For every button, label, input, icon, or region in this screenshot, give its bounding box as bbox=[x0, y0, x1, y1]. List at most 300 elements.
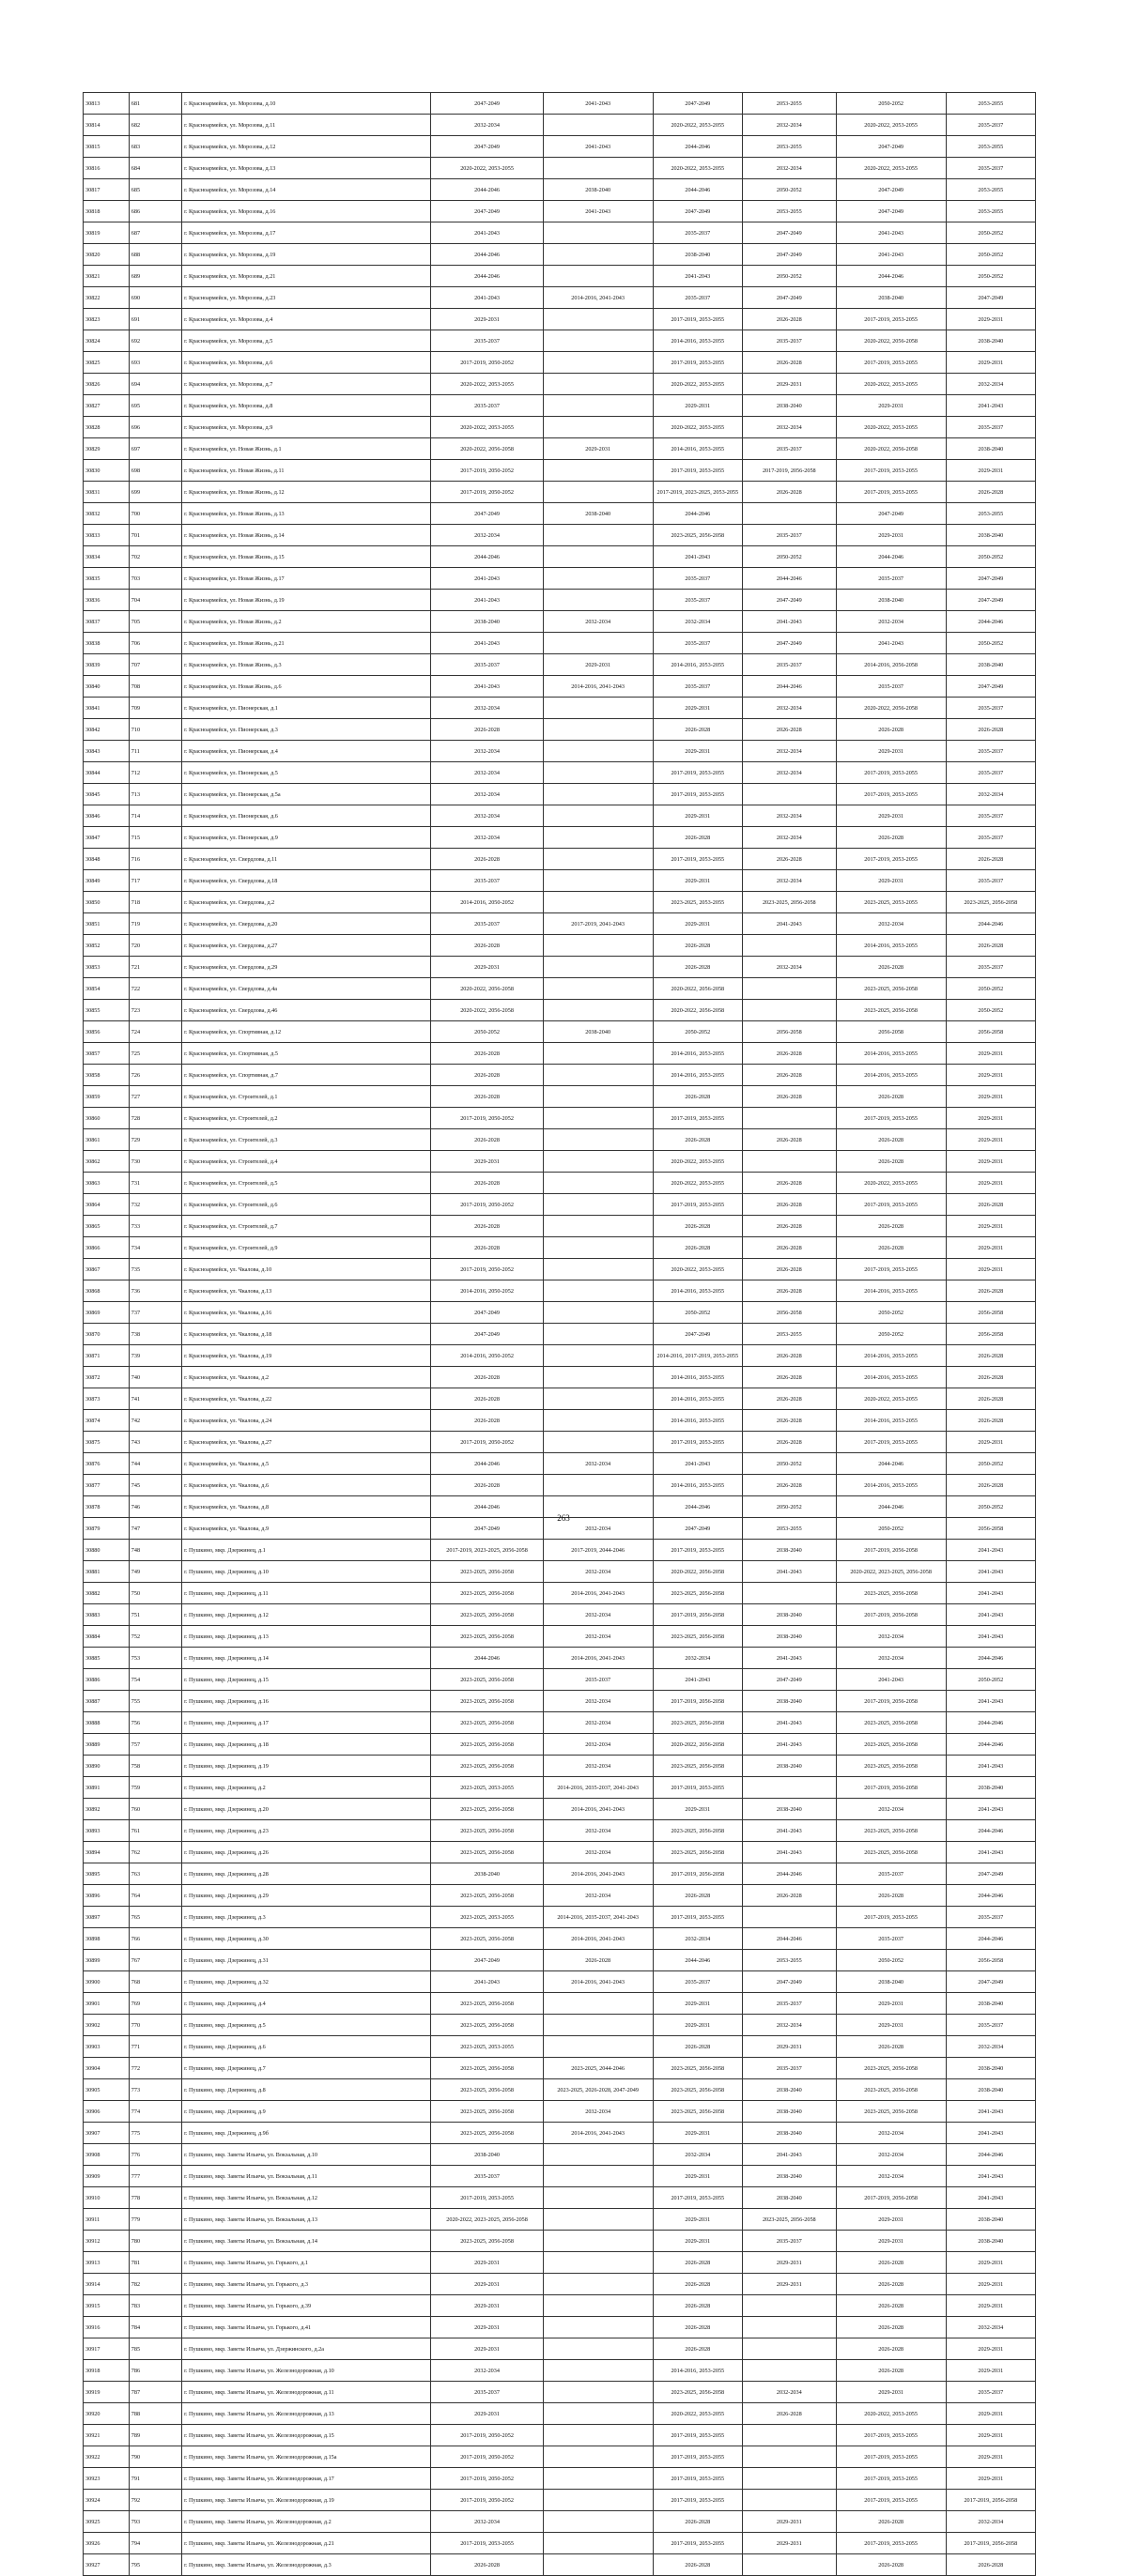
cell-d3: 2026-2028 bbox=[653, 1237, 742, 1259]
cell-address: г. Пушкино, мкр. Заветы Ильича, ул. Горького, д.39 bbox=[182, 2295, 431, 2317]
cell-d3: 2023-2025, 2053-2055 bbox=[653, 892, 742, 913]
cell-d1: 2023-2025, 2056-2058 bbox=[431, 2101, 543, 2123]
cell-address: г. Пушкино, мкр. Дзержинец, д.9 bbox=[182, 2101, 431, 2123]
table-row bbox=[84, 1043, 1036, 1065]
cell-d3: 2026-2028 bbox=[653, 935, 742, 957]
cell-d1: 2020-2022, 2056-2058 bbox=[431, 438, 543, 460]
cell-address: г. Пушкино, мкр. Дзержинец, д.15 bbox=[182, 1669, 431, 1691]
cell-address: г. Красноармейск, ул. Чкалова, д.9 bbox=[182, 1518, 431, 1540]
cell-address: г. Красноармейск, ул. Свердлова, д.46 bbox=[182, 1000, 431, 1021]
cell-d4: 2050-2052 bbox=[742, 546, 836, 568]
cell-num: 750 bbox=[129, 1583, 181, 1604]
cell-num: 741 bbox=[129, 1388, 181, 1410]
cell-d4: 2026-2028 bbox=[742, 1173, 836, 1194]
cell-d2: 2014-2016, 2041-2043 bbox=[543, 1799, 653, 1820]
cell-d4: 2044-2046 bbox=[742, 676, 836, 698]
cell-d1: 2029-2031 bbox=[431, 2317, 543, 2338]
cell-d4: 2032-2034 bbox=[742, 417, 836, 438]
cell-d1: 2035-2037 bbox=[431, 2382, 543, 2403]
cell-address: г. Пушкино, мкр. Заветы Ильича, ул. Железнодорожная, д.13 bbox=[182, 2403, 431, 2425]
cell-d4: 2047-2049 bbox=[742, 222, 836, 244]
cell-d1: 2035-2037 bbox=[431, 913, 543, 935]
cell-d4: 2029-2031 bbox=[742, 374, 836, 395]
table-row bbox=[84, 1885, 1036, 1907]
cell-d6: 2032-2034 bbox=[946, 784, 1035, 805]
cell-d3: 2017-2019, 2053-2055 bbox=[653, 2490, 742, 2511]
table-row bbox=[84, 2015, 1036, 2036]
cell-d4: 2053-2055 bbox=[742, 93, 836, 115]
cell-d4: 2023-2025, 2056-2058 bbox=[742, 892, 836, 913]
cell-address: г. Пушкино, мкр. Заветы Ильича, ул. Вокзальная, д.10 bbox=[182, 2144, 431, 2166]
table-row bbox=[84, 1756, 1036, 1777]
cell-d1: 2050-2052 bbox=[431, 1021, 543, 1043]
table-row bbox=[84, 935, 1036, 957]
cell-d4: 2026-2028 bbox=[742, 2403, 836, 2425]
cell-id: 30842 bbox=[84, 719, 130, 741]
cell-d2 bbox=[543, 2231, 653, 2252]
cell-id: 30895 bbox=[84, 1863, 130, 1885]
cell-num: 781 bbox=[129, 2252, 181, 2274]
cell-d4: 2044-2046 bbox=[742, 568, 836, 590]
table-row bbox=[84, 1324, 1036, 1345]
cell-d5: 2014-2016, 2053-2055 bbox=[836, 1043, 946, 1065]
cell-d5: 2026-2028 bbox=[836, 1885, 946, 1907]
cell-d5: 2041-2043 bbox=[836, 244, 946, 266]
cell-d4: 2038-2040 bbox=[742, 1799, 836, 1820]
cell-num: 687 bbox=[129, 222, 181, 244]
cell-d3: 2023-2025, 2056-2058 bbox=[653, 1583, 742, 1604]
cell-d1: 2026-2028 bbox=[431, 1086, 543, 1108]
cell-num: 743 bbox=[129, 1432, 181, 1453]
table-row bbox=[84, 503, 1036, 525]
cell-d4: 2026-2028 bbox=[742, 482, 836, 503]
cell-d4: 2044-2046 bbox=[742, 1928, 836, 1950]
cell-num: 787 bbox=[129, 2382, 181, 2403]
cell-d2 bbox=[543, 741, 653, 762]
cell-d3: 2014-2016, 2053-2055 bbox=[653, 1280, 742, 1302]
table-row bbox=[84, 2403, 1036, 2425]
cell-d1: 2032-2034 bbox=[431, 698, 543, 719]
cell-d3: 2017-2019, 2053-2055 bbox=[653, 1777, 742, 1799]
cell-d4: 2041-2043 bbox=[742, 2144, 836, 2166]
cell-d5: 2020-2022, 2053-2055 bbox=[836, 158, 946, 179]
cell-d6: 2056-2058 bbox=[946, 1021, 1035, 1043]
cell-id: 30856 bbox=[84, 1021, 130, 1043]
cell-d1: 2017-2019, 2050-2052 bbox=[431, 2446, 543, 2468]
cell-d6: 2047-2049 bbox=[946, 568, 1035, 590]
cell-id: 30858 bbox=[84, 1065, 130, 1086]
cell-d1: 2017-2019, 2050-2052 bbox=[431, 352, 543, 374]
cell-d6: 2050-2052 bbox=[946, 1453, 1035, 1475]
cell-d5: 2020-2022, 2053-2055 bbox=[836, 417, 946, 438]
cell-num: 696 bbox=[129, 417, 181, 438]
cell-d5: 2050-2052 bbox=[836, 1518, 946, 1540]
cell-d6: 2029-2031 bbox=[946, 1173, 1035, 1194]
cell-d3: 2017-2019, 2053-2055 bbox=[653, 1194, 742, 1216]
cell-d4: 2032-2034 bbox=[742, 762, 836, 784]
cell-d6: 2035-2037 bbox=[946, 870, 1035, 892]
cell-d1: 2047-2049 bbox=[431, 503, 543, 525]
cell-d5: 2041-2043 bbox=[836, 222, 946, 244]
cell-id: 30872 bbox=[84, 1367, 130, 1388]
cell-num: 748 bbox=[129, 1540, 181, 1561]
cell-id: 30914 bbox=[84, 2274, 130, 2295]
cell-address: г. Красноармейск, ул. Новая Жизнь, д.3 bbox=[182, 654, 431, 676]
cell-d1: 2026-2028 bbox=[431, 719, 543, 741]
cell-d1: 2035-2037 bbox=[431, 870, 543, 892]
cell-num: 777 bbox=[129, 2166, 181, 2187]
cell-d2 bbox=[543, 2382, 653, 2403]
cell-num: 718 bbox=[129, 892, 181, 913]
cell-d6: 2026-2028 bbox=[946, 935, 1035, 957]
cell-d1: 2023-2025, 2056-2058 bbox=[431, 1993, 543, 2015]
cell-address: г. Красноармейск, ул. Строителей, д.1 bbox=[182, 1086, 431, 1108]
cell-address: г. Красноармейск, ул. Строителей, д.9 bbox=[182, 1237, 431, 1259]
cell-d5: 2023-2025, 2056-2058 bbox=[836, 2058, 946, 2079]
cell-id: 30881 bbox=[84, 1561, 130, 1583]
table-row bbox=[84, 330, 1036, 352]
cell-d6: 2035-2037 bbox=[946, 762, 1035, 784]
cell-d2 bbox=[543, 2533, 653, 2554]
cell-num: 746 bbox=[129, 1496, 181, 1518]
table-row bbox=[84, 1065, 1036, 1086]
cell-d5: 2017-2019, 2053-2055 bbox=[836, 784, 946, 805]
cell-address: г. Пушкино, мкр. Дзержинец, д.9б bbox=[182, 2123, 431, 2144]
cell-id: 30836 bbox=[84, 590, 130, 611]
cell-d5: 2026-2028 bbox=[836, 1129, 946, 1151]
cell-d1: 2026-2028 bbox=[431, 1410, 543, 1432]
cell-d1: 2032-2034 bbox=[431, 827, 543, 849]
cell-d6: 2029-2031 bbox=[946, 1108, 1035, 1129]
cell-address: г. Пушкино, мкр. Дзержинец, д.8 bbox=[182, 2079, 431, 2101]
cell-d1: 2023-2025, 2056-2058 bbox=[431, 1885, 543, 1907]
cell-d3: 2035-2037 bbox=[653, 676, 742, 698]
cell-d4: 2032-2034 bbox=[742, 805, 836, 827]
cell-d3: 2017-2019, 2053-2055 bbox=[653, 1108, 742, 1129]
cell-d2 bbox=[543, 115, 653, 136]
cell-address: г. Красноармейск, ул. Свердлова, д.4а bbox=[182, 978, 431, 1000]
cell-num: 753 bbox=[129, 1648, 181, 1669]
cell-d5: 2032-2034 bbox=[836, 913, 946, 935]
cell-address: г. Красноармейск, ул. Морозова, д.6 bbox=[182, 352, 431, 374]
cell-d2: 2014-2016, 2041-2043 bbox=[543, 1583, 653, 1604]
cell-d3: 2029-2031 bbox=[653, 2015, 742, 2036]
cell-d2 bbox=[543, 1108, 653, 1129]
cell-d5: 2020-2022, 2053-2055 bbox=[836, 1388, 946, 1410]
cell-d4: 2044-2046 bbox=[742, 1863, 836, 1885]
cell-d5: 2014-2016, 2053-2055 bbox=[836, 1065, 946, 1086]
cell-d6: 2029-2031 bbox=[946, 1432, 1035, 1453]
cell-d6: 2038-2040 bbox=[946, 2231, 1035, 2252]
cell-d5: 2029-2031 bbox=[836, 395, 946, 417]
cell-d1: 2023-2025, 2056-2058 bbox=[431, 1734, 543, 1756]
cell-d1: 2035-2037 bbox=[431, 330, 543, 352]
cell-d6: 2041-2043 bbox=[946, 1604, 1035, 1626]
cell-d1: 2020-2022, 2053-2055 bbox=[431, 158, 543, 179]
cell-id: 30865 bbox=[84, 1216, 130, 1237]
cell-d1: 2023-2025, 2056-2058 bbox=[431, 1583, 543, 1604]
cell-num: 724 bbox=[129, 1021, 181, 1043]
cell-address: г. Пушкино, мкр. Заветы Ильича, ул. Вокзальная, д.11 bbox=[182, 2166, 431, 2187]
cell-id: 30917 bbox=[84, 2338, 130, 2360]
cell-address: г. Красноармейск, ул. Новая Жизнь, д.13 bbox=[182, 503, 431, 525]
cell-d5: 2023-2025, 2053-2055 bbox=[836, 892, 946, 913]
table-row bbox=[84, 1194, 1036, 1216]
cell-d1: 2020-2022, 2056-2058 bbox=[431, 978, 543, 1000]
cell-d1: 2023-2025, 2056-2058 bbox=[431, 1691, 543, 1712]
cell-d2 bbox=[543, 978, 653, 1000]
cell-address: г. Пушкино, мкр. Заветы Ильича, ул. Вокзальная, д.12 bbox=[182, 2187, 431, 2209]
cell-d5: 2038-2040 bbox=[836, 590, 946, 611]
cell-address: г. Пушкино, мкр. Дзержинец, д.5 bbox=[182, 2015, 431, 2036]
cell-id: 30840 bbox=[84, 676, 130, 698]
cell-d3: 2014-2016, 2017-2019, 2053-2055 bbox=[653, 1345, 742, 1367]
cell-num: 747 bbox=[129, 1518, 181, 1540]
cell-id: 30868 bbox=[84, 1280, 130, 1302]
cell-d6: 2017-2019, 2056-2058 bbox=[946, 2490, 1035, 2511]
cell-id: 30918 bbox=[84, 2360, 130, 2382]
cell-d5: 2020-2022, 2053-2055 bbox=[836, 2403, 946, 2425]
cell-d3: 2023-2025, 2056-2058 bbox=[653, 2079, 742, 2101]
cell-id: 30867 bbox=[84, 1259, 130, 1280]
cell-d6: 2029-2031 bbox=[946, 460, 1035, 482]
cell-d1: 2032-2034 bbox=[431, 2511, 543, 2533]
cell-num: 694 bbox=[129, 374, 181, 395]
cell-d1: 2017-2019, 2050-2052 bbox=[431, 1108, 543, 1129]
cell-id: 30866 bbox=[84, 1237, 130, 1259]
cell-d1: 2041-2043 bbox=[431, 568, 543, 590]
cell-id: 30921 bbox=[84, 2425, 130, 2446]
table-row bbox=[84, 222, 1036, 244]
cell-d1: 2044-2046 bbox=[431, 244, 543, 266]
cell-address: г. Пушкино, мкр. Дзержинец, д.16 bbox=[182, 1691, 431, 1712]
cell-id: 30862 bbox=[84, 1151, 130, 1173]
cell-id: 30845 bbox=[84, 784, 130, 805]
cell-d1: 2038-2040 bbox=[431, 2144, 543, 2166]
table-row bbox=[84, 136, 1036, 158]
cell-d3: 2014-2016, 2053-2055 bbox=[653, 1043, 742, 1065]
cell-d4: 2035-2037 bbox=[742, 438, 836, 460]
cell-d6: 2026-2028 bbox=[946, 1194, 1035, 1216]
cell-d6: 2032-2034 bbox=[946, 374, 1035, 395]
cell-d1: 2047-2049 bbox=[431, 1518, 543, 1540]
cell-d3: 2050-2052 bbox=[653, 1021, 742, 1043]
cell-id: 30909 bbox=[84, 2166, 130, 2187]
cell-num: 725 bbox=[129, 1043, 181, 1065]
cell-d1: 2032-2034 bbox=[431, 2360, 543, 2382]
table-row bbox=[84, 2036, 1036, 2058]
cell-d4: 2050-2052 bbox=[742, 1496, 836, 1518]
cell-num: 698 bbox=[129, 460, 181, 482]
cell-num: 791 bbox=[129, 2468, 181, 2490]
cell-id: 30833 bbox=[84, 525, 130, 546]
cell-address: г. Красноармейск, ул. Чкалова, д.18 bbox=[182, 1324, 431, 1345]
cell-d4: 2032-2034 bbox=[742, 827, 836, 849]
cell-id: 30816 bbox=[84, 158, 130, 179]
cell-d3: 2026-2028 bbox=[653, 2317, 742, 2338]
cell-d5: 2029-2031 bbox=[836, 2209, 946, 2231]
cell-d4: 2047-2049 bbox=[742, 590, 836, 611]
table-row bbox=[84, 417, 1036, 438]
cell-d4: 2032-2034 bbox=[742, 2382, 836, 2403]
cell-id: 30826 bbox=[84, 374, 130, 395]
cell-d3: 2035-2037 bbox=[653, 287, 742, 309]
cell-d6: 2026-2028 bbox=[946, 2554, 1035, 2576]
cell-address: г. Пушкино, мкр. Дзержинец, д.7 bbox=[182, 2058, 431, 2079]
cell-d1: 2023-2025, 2056-2058 bbox=[431, 1604, 543, 1626]
table-row bbox=[84, 590, 1036, 611]
cell-d1: 2038-2040 bbox=[431, 1863, 543, 1885]
table-row bbox=[84, 1648, 1036, 1669]
cell-d1: 2029-2031 bbox=[431, 957, 543, 978]
cell-d2: 2017-2019, 2044-2046 bbox=[543, 1540, 653, 1561]
cell-d3: 2023-2025, 2056-2058 bbox=[653, 1756, 742, 1777]
cell-d3: 2017-2019, 2053-2055 bbox=[653, 1432, 742, 1453]
cell-num: 755 bbox=[129, 1691, 181, 1712]
cell-d3: 2020-2022, 2056-2058 bbox=[653, 978, 742, 1000]
cell-d3: 2026-2028 bbox=[653, 827, 742, 849]
cell-d4: 2047-2049 bbox=[742, 287, 836, 309]
cell-d4: 2032-2034 bbox=[742, 870, 836, 892]
table-row bbox=[84, 1626, 1036, 1648]
cell-address: г. Красноармейск, ул. Морозова, д.16 bbox=[182, 201, 431, 222]
cell-d6: 2023-2025, 2056-2058 bbox=[946, 892, 1035, 913]
cell-d4: 2050-2052 bbox=[742, 266, 836, 287]
cell-d3: 2029-2031 bbox=[653, 805, 742, 827]
cell-d4 bbox=[742, 1108, 836, 1129]
cell-d6: 2044-2046 bbox=[946, 1928, 1035, 1950]
cell-d3: 2014-2016, 2053-2055 bbox=[653, 330, 742, 352]
cell-d1: 2047-2049 bbox=[431, 1950, 543, 1971]
cell-d4: 2026-2028 bbox=[742, 1216, 836, 1237]
cell-d6: 2041-2043 bbox=[946, 1626, 1035, 1648]
cell-d6: 2026-2028 bbox=[946, 482, 1035, 503]
cell-id: 30916 bbox=[84, 2317, 130, 2338]
cell-d6: 2041-2043 bbox=[946, 1842, 1035, 1863]
cell-d3: 2017-2019, 2053-2055 bbox=[653, 849, 742, 870]
table-row bbox=[84, 1820, 1036, 1842]
table-row bbox=[84, 1971, 1036, 1993]
table-row bbox=[84, 2425, 1036, 2446]
cell-d4: 2029-2031 bbox=[742, 2274, 836, 2295]
cell-d4: 2053-2055 bbox=[742, 1518, 836, 1540]
cell-d2: 2029-2031 bbox=[543, 654, 653, 676]
cell-num: 736 bbox=[129, 1280, 181, 1302]
cell-d1: 2026-2028 bbox=[431, 1216, 543, 1237]
cell-address: г. Красноармейск, ул. Новая Жизнь, д.6 bbox=[182, 676, 431, 698]
table-row bbox=[84, 2338, 1036, 2360]
table-row bbox=[84, 1280, 1036, 1302]
table-row bbox=[84, 2274, 1036, 2295]
cell-d2: 2041-2043 bbox=[543, 93, 653, 115]
cell-d3: 2023-2025, 2056-2058 bbox=[653, 525, 742, 546]
cell-d4: 2026-2028 bbox=[742, 1043, 836, 1065]
table-row bbox=[84, 244, 1036, 266]
cell-id: 30897 bbox=[84, 1907, 130, 1928]
cell-d6: 2047-2049 bbox=[946, 287, 1035, 309]
cell-d5: 2017-2019, 2053-2055 bbox=[836, 762, 946, 784]
cell-d4: 2050-2052 bbox=[742, 179, 836, 201]
cell-d6: 2029-2031 bbox=[946, 2403, 1035, 2425]
cell-d5: 2017-2019, 2053-2055 bbox=[836, 1108, 946, 1129]
table-row bbox=[84, 784, 1036, 805]
cell-d2 bbox=[543, 633, 653, 654]
cell-d2 bbox=[543, 2425, 653, 2446]
cell-d4: 2056-2058 bbox=[742, 1021, 836, 1043]
cell-d1: 2029-2031 bbox=[431, 2403, 543, 2425]
cell-d1: 2017-2019, 2053-2055 bbox=[431, 2187, 543, 2209]
cell-d1: 2032-2034 bbox=[431, 762, 543, 784]
cell-d2: 2035-2037 bbox=[543, 1669, 653, 1691]
cell-d4: 2029-2031 bbox=[742, 2533, 836, 2554]
cell-d4 bbox=[742, 2446, 836, 2468]
cell-d3: 2032-2034 bbox=[653, 2144, 742, 2166]
cell-address: г. Красноармейск, ул. Свердлова, д.29 bbox=[182, 957, 431, 978]
cell-d6: 2050-2052 bbox=[946, 1669, 1035, 1691]
cell-d6: 2035-2037 bbox=[946, 827, 1035, 849]
cell-d4: 2041-2043 bbox=[742, 1734, 836, 1756]
table-row bbox=[84, 1475, 1036, 1496]
cell-d2 bbox=[543, 698, 653, 719]
cell-d4: 2026-2028 bbox=[742, 309, 836, 330]
cell-d2: 2014-2016, 2041-2043 bbox=[543, 1648, 653, 1669]
cell-num: 716 bbox=[129, 849, 181, 870]
cell-address: г. Красноармейск, ул. Морозова, д.21 bbox=[182, 266, 431, 287]
cell-d6: 2017-2019, 2056-2058 bbox=[946, 2533, 1035, 2554]
table-row bbox=[84, 309, 1036, 330]
table-row bbox=[84, 1540, 1036, 1561]
cell-d6: 2029-2031 bbox=[946, 2425, 1035, 2446]
cell-d4: 2038-2040 bbox=[742, 1626, 836, 1648]
cell-id: 30877 bbox=[84, 1475, 130, 1496]
cell-d6: 2035-2037 bbox=[946, 1907, 1035, 1928]
cell-address: г. Красноармейск, ул. Чкалова, д.13 bbox=[182, 1280, 431, 1302]
cell-d6: 2038-2040 bbox=[946, 2209, 1035, 2231]
cell-d5: 2014-2016, 2053-2055 bbox=[836, 1367, 946, 1388]
cell-d1: 2023-2025, 2056-2058 bbox=[431, 2079, 543, 2101]
cell-d3: 2044-2046 bbox=[653, 179, 742, 201]
cell-d5: 2020-2022, 2053-2055 bbox=[836, 374, 946, 395]
cell-address: г. Красноармейск, ул. Строителей, д.7 bbox=[182, 1216, 431, 1237]
cell-d5: 2026-2028 bbox=[836, 2338, 946, 2360]
cell-d6: 2026-2028 bbox=[946, 1475, 1035, 1496]
cell-d2 bbox=[543, 2490, 653, 2511]
cell-d5: 2020-2022, 2056-2058 bbox=[836, 438, 946, 460]
cell-id: 30915 bbox=[84, 2295, 130, 2317]
cell-address: г. Пушкино, мкр. Заветы Ильича, ул. Вокзальная, д.13 bbox=[182, 2209, 431, 2231]
cell-d2 bbox=[543, 2317, 653, 2338]
table-row bbox=[84, 93, 1036, 115]
cell-id: 30855 bbox=[84, 1000, 130, 1021]
cell-id: 30888 bbox=[84, 1712, 130, 1734]
cell-d2 bbox=[543, 1086, 653, 1108]
table-row bbox=[84, 1734, 1036, 1756]
cell-num: 712 bbox=[129, 762, 181, 784]
cell-d2 bbox=[543, 1432, 653, 1453]
cell-d3: 2017-2019, 2053-2055 bbox=[653, 2425, 742, 2446]
cell-d2 bbox=[543, 158, 653, 179]
cell-id: 30901 bbox=[84, 1993, 130, 2015]
cell-d6: 2032-2034 bbox=[946, 2036, 1035, 2058]
cell-id: 30815 bbox=[84, 136, 130, 158]
table-row bbox=[84, 1000, 1036, 1021]
cell-d1: 2026-2028 bbox=[431, 1065, 543, 1086]
cell-d1: 2032-2034 bbox=[431, 525, 543, 546]
cell-d6: 2044-2046 bbox=[946, 611, 1035, 633]
cell-num: 699 bbox=[129, 482, 181, 503]
cell-d5: 2017-2019, 2053-2055 bbox=[836, 1194, 946, 1216]
cell-d4: 2038-2040 bbox=[742, 1540, 836, 1561]
